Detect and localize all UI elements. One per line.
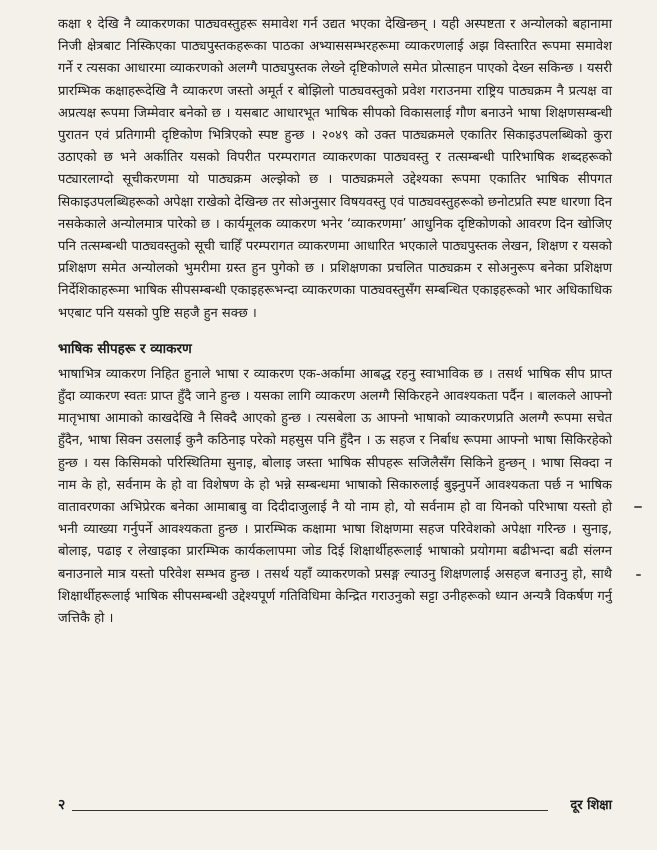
page-footer: [58, 793, 612, 817]
journal-name: दूर शिक्षा: [570, 798, 612, 813]
intro-paragraph: कक्षा १ देखि नै व्याकरणका पाठ्यवस्तुहरू समावेश गर्न उद्यत भएका देखिन्छन् । यही अस्पष्टता र अन्योलको बहानामा निजी क्षेत्रबाट निस्किएका पाठ्यपुस्तकहरूका पाठका अभ्याससम्भरहरूमा व्याकरणलाई अझ विस्तारित रूपमा समावेश गर्ने र त्यसका आधारमा व्याकरणको अलग्गै पाठ्यपुस्तक लेख्ने दृष्टिकोणले समेत प्रोत्साहन पाएको देख्न सकिन्छ । यसरी प्रारम्भिक कक्षाहरूदेखि नै व्याकरण जस्तो अमूर्त र बोझिलो पाठ्यवस्तुको प्रवेश गराउनमा राष्ट्रिय पाठ्यक्रम नै प्रत्यक्ष वा अप्रत्यक्ष रूपमा जिम्मेवार बनेको छ । यसबाट आधारभूत भाषिक सीपको विकासलाई गौण बनाउने भाषा शिक्षणसम्बन्धी पुरातन एवं प्रतिगामी दृष्टिकोण भित्रिएको स्पष्ट हुन्छ । २०४९ को उक्त पाठ्यक्रमले एकातिर सिकाइउपलब्धिको कुरा उठाएको छ भने अर्कातिर यसको विपरीत परम्परागत व्याकरणका पाठ्यवस्तु र तत्सम्बन्धी पारिभाषिक शब्दहरूको पट्यारलाग्दो सूचीकरणमा यो पाठ्यक्रम अल्झेको छ । पाठ्यक्रमले उद्देश्यका रूपमा एकातिर भाषिक सीपगत सिकाइउपलब्धिहरूको अपेक्षा राखेको देखिन्छ तर सोअनुसार विषयवस्तु एवं पाठ्यवस्तुहरूको छनोटप्रति स्पष्ट धारणा दिन नसकेकाले अन्योलमात्र पारेको छ । कार्यमूलक व्याकरण भनेर ‘व्याकरणमा’ आधुनिक दृष्टिकोणको आवरण दिन खोजिए पनि तत्सम्बन्धी पाठ्यवस्तुको सूची चाहिँ परम्परागत व्याकरणमा आधारित भएकाले पाठ्यपुस्तक लेखन, शिक्षण र यसको प्रशिक्षण समेत अन्योलको भुमरीमा ग्रस्त हुन पुगेको छ । प्रशिक्षणका प्रचलित पाठ्यक्रम र सोअनुरूप बनेका प्रशिक्षण निर्देशिकाहरूमा भाषिक सीपसम्बन्धी एकाइहरूभन्दा व्याकरणका पाठ्यवस्तुसँग सम्बन्धित एकाइहरूको भार अधिकाधिक भएबाट पनि यसको पुष्टि सहजै हुन सक्छ ।: [58, 17, 612, 321]
margin-mark: [636, 574, 641, 576]
document-page: [58, 14, 612, 630]
margin-mark: [634, 506, 642, 508]
page-number: २: [58, 797, 66, 813]
body-paragraph: भाषाभित्र व्याकरण निहित हुनाले भाषा र व्याकरण एक-अर्कामा आबद्ध रहनु स्वाभाविक छ । तसर्थ भाषिक सीप प्राप्त हुँदा व्याकरण स्वतः प्राप्त हुँदै जाने हुन्छ । यसका लागि व्याकरण अलग्गै सिकिरहने आवश्यकता पर्दैन । बालकले आफ्नो मातृभाषा आमाको काखदेखि नै सिक्दै आएको हुन्छ । त्यसबेला ऊ आफ्नो भाषाको व्याकरणप्रति अलग्गै रूपमा सचेत हुँदैन, भाषा सिक्न उसलाई कुनै कठिनाइ परेको महसुस पनि हुँदैन । ऊ सहज र निर्बाध रूपमा आफ्नो भाषा सिकिरहेको हुन्छ । यस किसिमको परिस्थितिमा सुनाइ, बोलाइ जस्ता भाषिक सीपहरू सजिलैसँग सिकिने हुन्छन् । भाषा सिक्दा न नाम के हो, सर्वनाम के हो वा विशेषण के हो भन्ने सम्बन्धमा भाषाको सिकारुलाई बुझ्नुपर्ने आवश्यकता पर्छ न भाषिक वातावरणका अभिप्रेरक बनेका आमाबाबु वा दिदीदाजुलाई नै यो नाम हो, यो सर्वनाम हो वा यिनको परिभाषा यस्तो हो भनी व्याख्या गर्नुपर्ने आवश्यकता हुन्छ । प्रारम्भिक कक्षामा भाषा शिक्षणमा सहज परिवेशको अपेक्षा गरिन्छ । सुनाइ, बोलाइ, पढाइ र लेखाइका प्रारम्भिक कार्यकलापमा जोड दिई शिक्षार्थीहरूलाई भाषाको प्रयोगमा बढीभन्दा बढी संलग्न बनाउनाले मात्र यस्तो परिवेश सम्भव हुन्छ । तसर्थ यहाँ व्याकरणको प्रसङ्ग ल्याउनु शिक्षणलाई असहज बनाउनु हो, साथै शिक्षार्थीहरूलाई भाषिक सीपसम्बन्धी उद्देश्यपूर्ण गतिविधिमा केन्द्रित गराउनुको सट्टा उनीहरूको ध्यान अन्यत्रै विकर्षण गर्नु जत्तिकै हो ।: [58, 366, 612, 627]
section-heading: भाषिक सीपहरू र व्याकरण: [58, 340, 192, 357]
footer-rule: [72, 810, 548, 811]
